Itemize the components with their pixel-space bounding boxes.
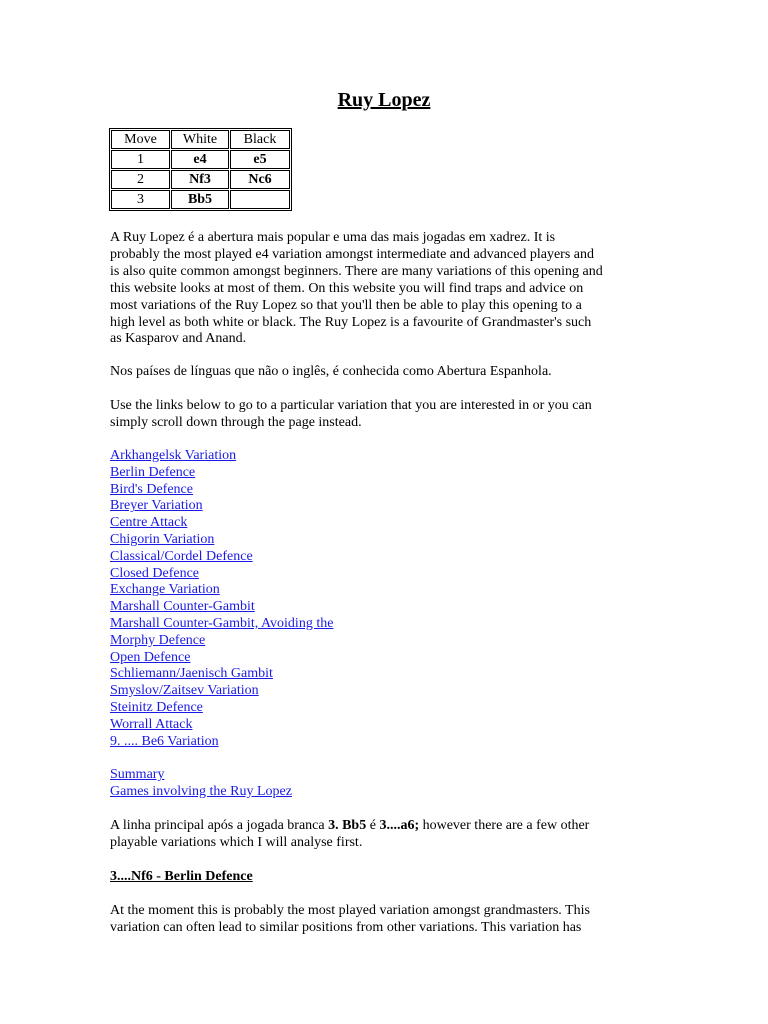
table-cell-white: Nf3 bbox=[171, 170, 229, 189]
link-chigorin-variation[interactable]: Chigorin Variation bbox=[110, 531, 215, 547]
table-cell-black: Nc6 bbox=[230, 170, 290, 189]
main-line-move-black: 3....a6; bbox=[379, 818, 420, 833]
main-line-line: playable variations which I will analyse first. bbox=[110, 834, 363, 850]
page-title: Ruy Lopez bbox=[337, 89, 431, 111]
table-cell-move: 3 bbox=[111, 190, 170, 209]
table-cell-white: e4 bbox=[171, 150, 229, 169]
main-line-paragraph bbox=[110, 818, 670, 852]
table-header-move: Move bbox=[111, 130, 170, 149]
link-be6-variation[interactable]: 9. .... Be6 Variation bbox=[110, 733, 219, 749]
language-note: Nos países de línguas que não o inglês, é conhecida como Abertura Espanhola. bbox=[110, 364, 552, 379]
intro-paragraph bbox=[110, 230, 670, 348]
table-cell-move: 1 bbox=[111, 150, 170, 169]
link-arkhangelsk-variation[interactable]: Arkhangelsk Variation bbox=[110, 448, 237, 463]
link-smyslov-zaitsev-variation[interactable]: Smyslov/Zaitsev Variation bbox=[110, 683, 259, 699]
link-marshall-counter-gambit[interactable]: Marshall Counter-Gambit bbox=[110, 599, 255, 615]
section-heading-berlin-defence: 3....Nf6 - Berlin Defence bbox=[110, 869, 253, 884]
link-exchange-variation[interactable]: Exchange Variation bbox=[110, 582, 220, 598]
table-cell-white: Bb5 bbox=[171, 190, 229, 209]
intro-line: high level as both white or black. The Ruy Lopez is a favourite of Grandmaster's such bbox=[110, 314, 592, 330]
moves-table bbox=[109, 128, 292, 211]
intro-line: probably the most played e4 variation amongst intermediate and advanced players and bbox=[110, 246, 595, 262]
table-row bbox=[111, 170, 290, 189]
section-line: At the moment this is probably the most played variation amongst grandmasters. This bbox=[110, 903, 590, 918]
links-intro-paragraph bbox=[110, 398, 670, 432]
main-line-line bbox=[110, 818, 670, 835]
link-marshall-counter-gambit-avoiding[interactable]: Marshall Counter-Gambit, Avoiding the bbox=[110, 615, 334, 631]
table-row bbox=[111, 150, 290, 169]
link-steinitz-defence[interactable]: Steinitz Defence bbox=[110, 699, 203, 715]
link-summary[interactable]: Summary bbox=[110, 767, 165, 782]
extra-links-list bbox=[110, 767, 670, 801]
table-row bbox=[111, 190, 290, 209]
link-breyer-variation[interactable]: Breyer Variation bbox=[110, 498, 203, 514]
section-paragraph bbox=[110, 903, 670, 937]
intro-line: as Kasparov and Anand. bbox=[110, 331, 247, 347]
table-cell-black bbox=[230, 190, 290, 209]
main-line-text: A linha principal após a jogada branca bbox=[110, 818, 329, 833]
link-birds-defence[interactable]: Bird's Defence bbox=[110, 481, 193, 497]
table-header-row bbox=[111, 130, 290, 149]
table-header-white: White bbox=[171, 130, 229, 149]
main-line-move-white: 3. Bb5 bbox=[328, 818, 367, 833]
intro-line: this website looks at most of them. On this website you will find traps and advice on bbox=[110, 280, 584, 296]
main-line-text: é bbox=[366, 818, 380, 833]
intro-line: A Ruy Lopez é a abertura mais popular e uma das mais jogadas em xadrez. It is bbox=[110, 230, 556, 245]
link-worrall-attack[interactable]: Worrall Attack bbox=[110, 716, 193, 732]
links-intro-line: Use the links below to go to a particular variation that you are interested in or you can bbox=[110, 398, 592, 413]
table-cell-move: 2 bbox=[111, 170, 170, 189]
section-line: variation can often lead to similar positions from other variations. This variation has bbox=[110, 919, 582, 935]
intro-line: is also quite common amongst beginners. There are many variations of this opening and bbox=[110, 263, 603, 279]
link-morphy-defence[interactable]: Morphy Defence bbox=[110, 632, 206, 648]
link-classical-cordel-defence[interactable]: Classical/Cordel Defence bbox=[110, 548, 253, 564]
main-line-text: however there are a few other bbox=[419, 818, 590, 833]
link-schliemann-jaenisch-gambit[interactable]: Schliemann/Jaenisch Gambit bbox=[110, 666, 273, 682]
link-open-defence[interactable]: Open Defence bbox=[110, 649, 191, 665]
link-centre-attack[interactable]: Centre Attack bbox=[110, 515, 188, 531]
link-games-involving-ruy-lopez[interactable]: Games involving the Ruy Lopez bbox=[110, 783, 292, 799]
variation-links-list bbox=[110, 448, 670, 750]
intro-line: most variations of the Ruy Lopez so that you'll then be able to play this opening to a bbox=[110, 297, 582, 313]
link-closed-defence[interactable]: Closed Defence bbox=[110, 565, 200, 581]
table-cell-black: e5 bbox=[230, 150, 290, 169]
link-berlin-defence[interactable]: Berlin Defence bbox=[110, 464, 196, 480]
table-header-black: Black bbox=[230, 130, 290, 149]
links-intro-line: simply scroll down through the page instead. bbox=[110, 414, 362, 430]
